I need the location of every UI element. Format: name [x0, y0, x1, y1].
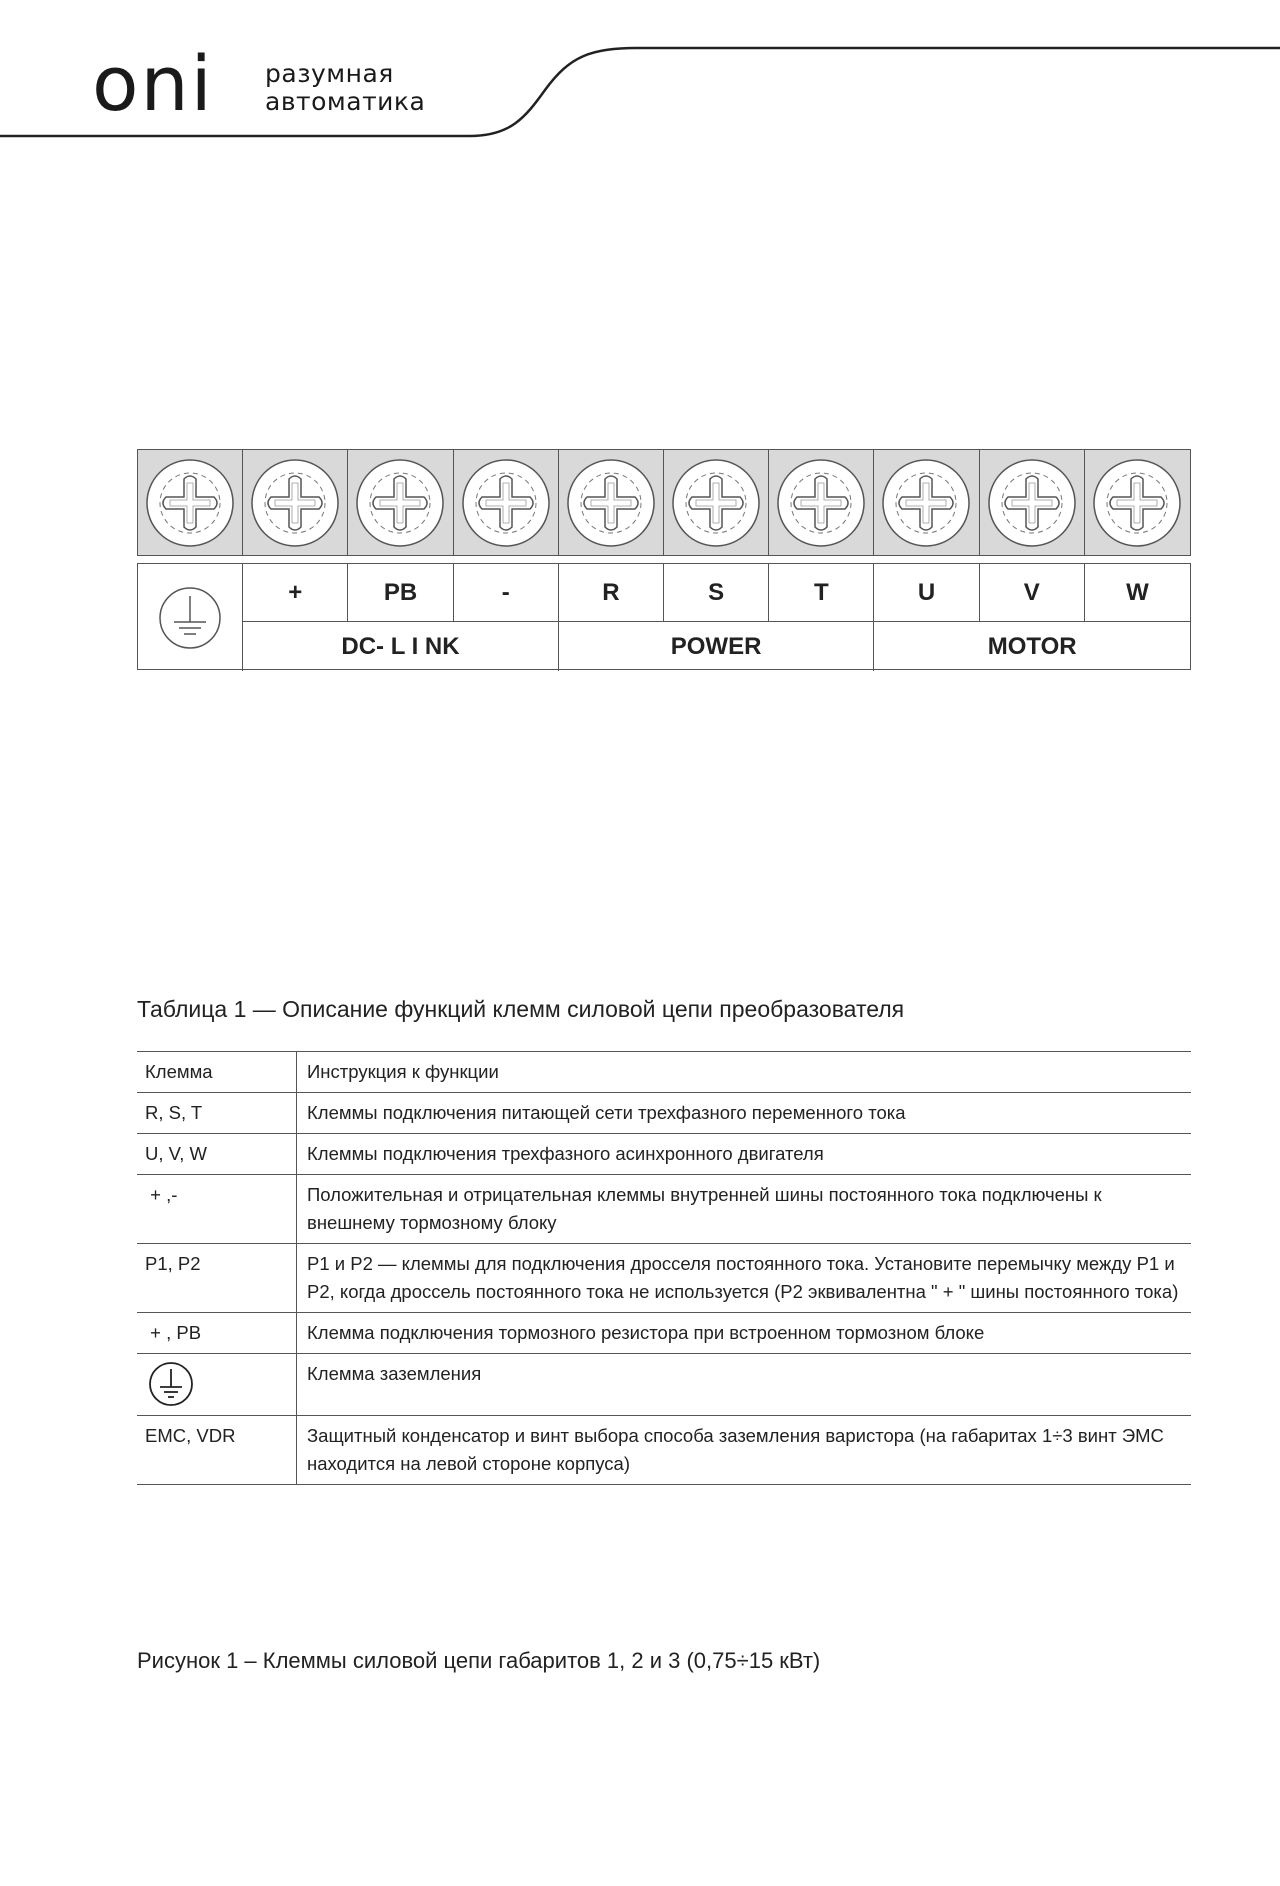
table-header-description: Инструкция к функции [297, 1052, 1192, 1093]
screw-icon [1091, 457, 1183, 549]
screw-icon [670, 457, 762, 549]
table-row [137, 1134, 1191, 1175]
screw-cell [874, 450, 979, 555]
screw-cell [138, 450, 243, 555]
terminal-w: W [1085, 564, 1190, 622]
screw-icon [144, 457, 236, 549]
table-cell-description: Клеммы подключения питающей сети трехфазного переменного тока [297, 1093, 1192, 1134]
table-cell-description: Клемма заземления [297, 1354, 1192, 1416]
screw-cell [664, 450, 769, 555]
table-row [137, 1175, 1191, 1244]
screw-cell [1085, 450, 1190, 555]
terminal-v: V [980, 564, 1085, 622]
screw-icon [249, 457, 341, 549]
tagline-line-2: автоматика [265, 87, 426, 116]
terminal-label-row [137, 563, 1191, 670]
table-cell-terminal-ground [137, 1354, 297, 1416]
table-cell-terminal: R, S, T [137, 1093, 297, 1134]
table-cell-terminal: EMC, VDR [137, 1416, 297, 1485]
terminal-function-table [137, 1051, 1191, 1485]
screw-icon [775, 457, 867, 549]
table-cell-terminal: + , PB [137, 1313, 297, 1354]
terminal-t: T [769, 564, 874, 622]
terminal-r: R [559, 564, 664, 622]
screw-icon [986, 457, 1078, 549]
brand-tagline [265, 60, 425, 116]
group-dc-link: DC- L I NK [243, 622, 559, 671]
table-cell-description: Защитный конденсатор и винт выбора способа заземления варистора (на габаритах 1÷3 винт ЭМС находится на левой стороне корпуса) [297, 1416, 1192, 1485]
screw-cell [769, 450, 874, 555]
table-row [137, 1244, 1191, 1313]
terminal-u: U [874, 564, 979, 622]
table-cell-description: P1 и P2 — клеммы для подключения дросселя постоянного тока. Установите перемычку между P1 и P2, когда дроссель постоянного тока не используется (P2 эквивалентна " + " шины постоянного тока) [297, 1244, 1192, 1313]
group-power: POWER [559, 622, 875, 671]
screw-cell [348, 450, 453, 555]
brand-logo: oni [92, 39, 214, 128]
terminal-screw-row [137, 449, 1191, 556]
terminal-pb: PB [348, 564, 453, 622]
table-cell-terminal: U, V, W [137, 1134, 297, 1175]
terminal-plus: + [243, 564, 348, 622]
table-cell-description: Клемма подключения тормозного резистора при встроенном тормозном блоке [297, 1313, 1192, 1354]
table-row [137, 1313, 1191, 1354]
ground-icon [147, 1360, 195, 1408]
table-cell-terminal: + ,- [137, 1175, 297, 1244]
screw-icon [354, 457, 446, 549]
table-row [137, 1354, 1191, 1416]
screw-cell [559, 450, 664, 555]
figure-caption: Рисунок 1 – Клеммы силовой цепи габаритов 1, 2 и 3 (0,75÷15 кВт) [137, 1648, 821, 1673]
screw-icon [880, 457, 972, 549]
group-motor: MOTOR [987, 632, 1077, 660]
ground-icon [156, 584, 224, 652]
screw-cell [980, 450, 1085, 555]
screw-icon [565, 457, 657, 549]
table-header-terminal: Клемма [137, 1052, 297, 1093]
table-cell-description: Положительная и отрицательная клеммы внутренней шины постоянного тока подключены к внешнему тормозному блоку [297, 1175, 1192, 1244]
table-header-row [137, 1052, 1191, 1093]
table-cell-description: Клеммы подключения трехфазного асинхронного двигателя [297, 1134, 1192, 1175]
terminal-s: S [664, 564, 769, 622]
table-caption: Таблица 1 — Описание функций клемм силовой цепи преобразователя [137, 996, 905, 1022]
screw-cell [454, 450, 559, 555]
table-row [137, 1416, 1191, 1485]
ground-terminal-cell [138, 564, 243, 671]
screw-icon [460, 457, 552, 549]
tagline-line-1: разумная [265, 59, 394, 88]
table-row [137, 1093, 1191, 1134]
terminal-minus: - [454, 564, 559, 622]
screw-cell [243, 450, 348, 555]
table-cell-terminal: P1, P2 [137, 1244, 297, 1313]
